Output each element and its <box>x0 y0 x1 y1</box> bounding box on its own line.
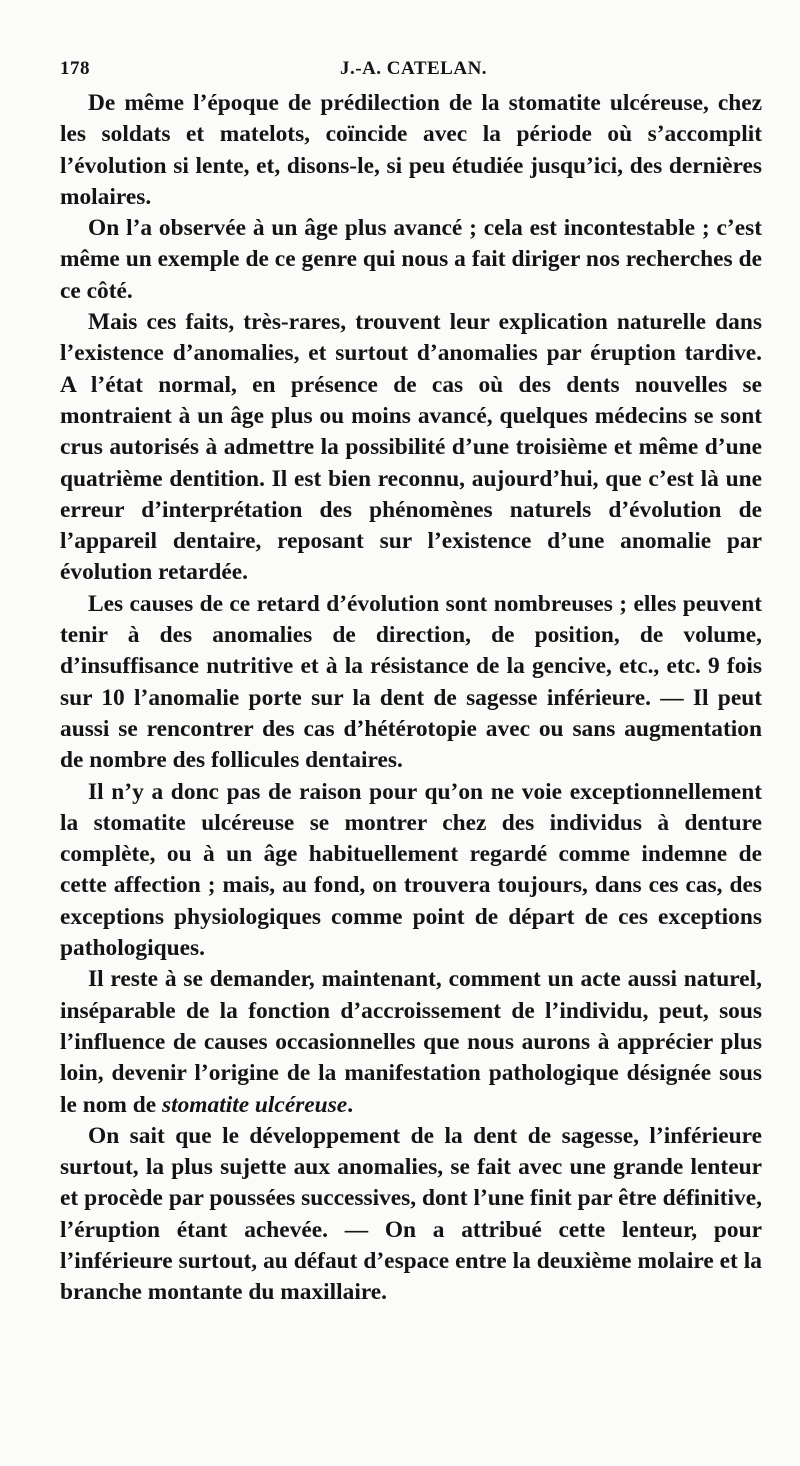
paragraph-6 <box>60 964 762 1120</box>
paragraph-1: De même l’époque de prédilection de la stomatite ulcéreuse, chez les soldats et matelots, coïncide avec la période où s’accomplit l’évolution si lente, et, disons-le, si peu étudiée jusqu’ici, des dernières molaires. <box>60 90 762 210</box>
paragraph-7: On sait que le développement de la dent de sagesse, l’inférieure surtout, la plus sujette aux anomalies, se fait avec une grande lenteur et procède par poussées successives, dont l’une finit par être définitive, l’éruption étant achevée. — On a attribué cette lenteur, pour l’inférieure surtout, au défaut d’espace entre la deuxième molaire et la branche montante du maxillaire. <box>60 1122 762 1306</box>
paragraph-3: Mais ces faits, très-rares, trouvent leur explication naturelle dans l’existence d’anomalies, et surtout d’anomalies par éruption tardive. A l’état normal, en présence de cas où des dents nouvelles se montraient à un âge plus ou moins avancé, quelques médecins se sont crus autorisés à admettre la possibilité d’une troisième et même d’une quatrième dentition. Il est bien reconnu, aujourd’hui, que c’est là une erreur d’interprétation des phénomènes naturels d’évolution de l’appareil dentaire, reposant sur l’existence d’une anomalie par évolution retardée. <box>60 309 762 586</box>
running-head: J.-A. CATELAN. <box>340 58 488 79</box>
page-header <box>60 58 760 82</box>
paragraph-4: Les causes de ce retard d’évolution sont nombreuses ; elles peuvent tenir à des anomalies de direction, de position, de volume, d’insuffisance nutritive et à la résistance de la gencive, etc., etc. 9 fois sur 10 l’anomalie porte sur la dent de sagesse inférieure. — Il peut aussi se rencontrer des cas d’hétérotopie avec ou sans augmentation de nombre des follicules dentaires. <box>60 590 762 774</box>
page-number: 178 <box>60 58 90 79</box>
paragraph-6-text: Il reste à se demander, maintenant, comment un acte aussi naturel, inséparable de la fonction d’accroissement de l’individu, peut, sous l’influence de causes occasionnelles que nous aurons à apprécier plus loin, devenir l’origine de la manifestation pathologique désignée sous le nom de <box>60 966 762 1118</box>
paragraph-2: On l’a observée à un âge plus avancé ; cela est incontestable ; c’est même un exemple de ce genre qui nous a fait diriger nos recherches de ce côté. <box>60 215 762 304</box>
body-text <box>60 88 762 1309</box>
emphasis-term: stomatite ulcéreuse <box>162 1091 348 1118</box>
paragraph-6-end: . <box>347 1091 354 1118</box>
paragraph-5: Il n’y a donc pas de raison pour qu’on ne voie exceptionnellement la stomatite ulcéreuse se montrer chez des individus à denture complète, ou à un âge habituellement regardé comme indemne de cette affection ; mais, au fond, on trouvera toujours, dans ces cas, des exceptions physiologiques comme point de départ de ces exceptions pathologiques. <box>60 778 762 962</box>
